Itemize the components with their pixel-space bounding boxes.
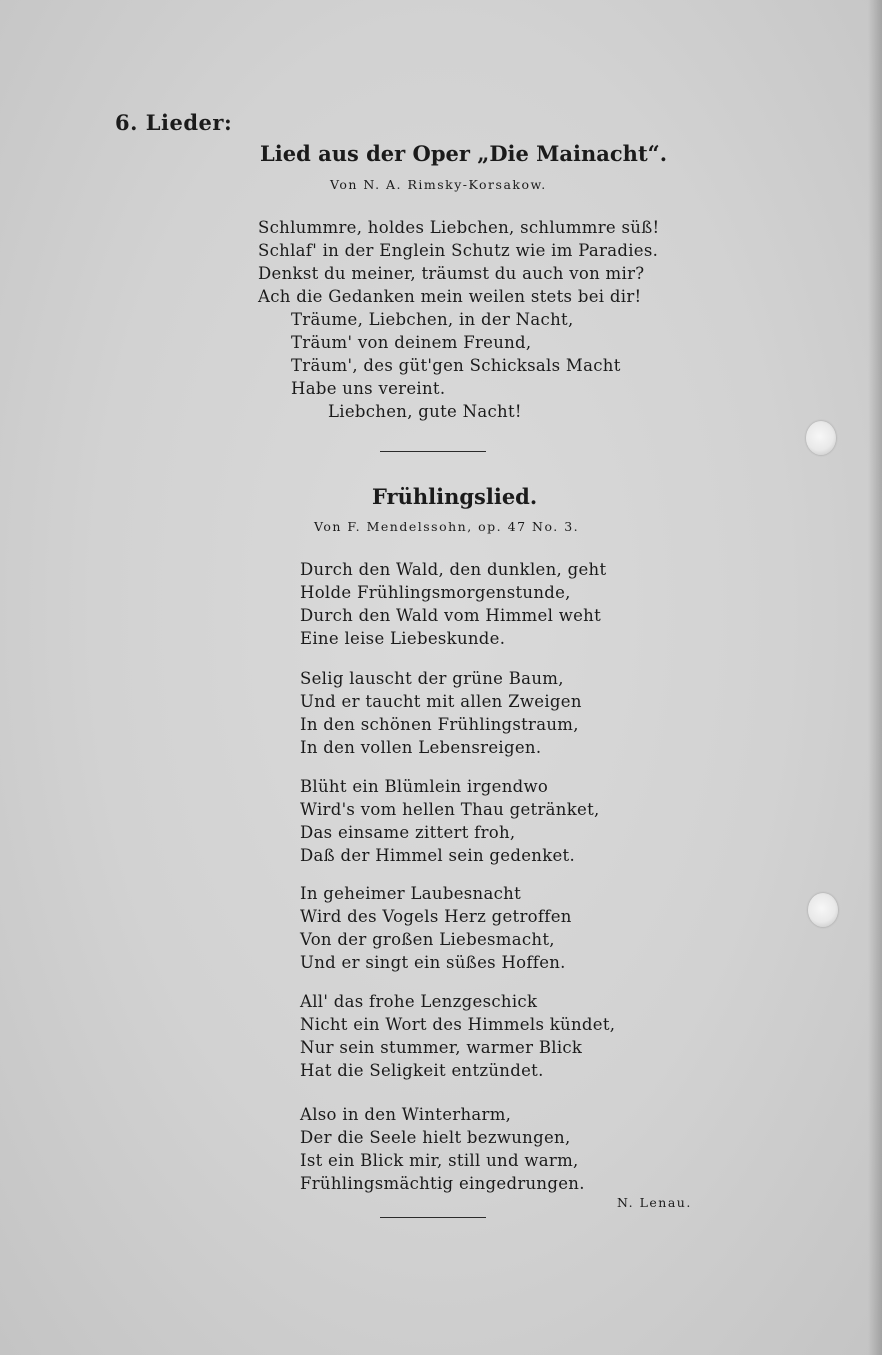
stanza <box>300 1103 585 1195</box>
verse-line: Ach die Gedanken mein weilen stets bei dir! <box>258 287 642 306</box>
verse-line: All' das frohe Lenzgeschick <box>300 992 538 1011</box>
poem-author: N. Lenau. <box>617 1195 692 1210</box>
verse-line: Blüht ein Blümlein irgendwo <box>300 777 549 796</box>
verse-line: Das einsame zittert froh, <box>300 823 516 842</box>
verse-line: Hat die Seligkeit entzündet. <box>300 1061 544 1080</box>
verse-line: Ist ein Blick mir, still und warm, <box>300 1151 579 1170</box>
verse-line: Träum', des güt'gen Schicksals Macht <box>291 356 621 375</box>
stanza <box>300 990 615 1082</box>
song1-verse <box>258 216 659 423</box>
verse-line: Liebchen, gute Nacht! <box>328 402 522 421</box>
punch-hole-top <box>806 421 836 455</box>
verse-line: Nicht ein Wort des Himmels kündet, <box>300 1015 616 1034</box>
verse-line: In den schönen Frühlingstraum, <box>300 715 579 734</box>
stanza <box>300 775 600 867</box>
verse-line: Der die Seele hielt bezwungen, <box>300 1128 571 1147</box>
verse-line: Durch den Wald vom Himmel weht <box>300 606 602 625</box>
stanza <box>300 558 606 650</box>
composer-credit: Von F. Mendelssohn, op. 47 No. 3. <box>314 519 580 534</box>
section-label: 6. Lieder: <box>115 110 233 135</box>
verse-line: Holde Frühlingsmorgenstunde, <box>300 583 571 602</box>
punch-hole-bottom <box>808 893 838 927</box>
stanza <box>300 882 572 974</box>
verse-line: In den vollen Lebensreigen. <box>300 738 542 757</box>
verse-line: Nur sein stummer, warmer Blick <box>300 1038 583 1057</box>
verse-line: Frühlingsmächtig eingedrungen. <box>300 1174 585 1193</box>
verse-line: Selig lauscht der grüne Baum, <box>300 669 564 688</box>
section-divider <box>380 1217 486 1218</box>
stanza <box>300 667 582 759</box>
verse-line: Träum' von deinem Freund, <box>291 333 532 352</box>
section-divider <box>380 451 486 452</box>
verse-line: Wird des Vogels Herz getroffen <box>300 907 572 926</box>
verse-line: Habe uns vereint. <box>291 379 446 398</box>
verse-line: Durch den Wald, den dunklen, geht <box>300 560 607 579</box>
verse-line: Eine leise Liebeskunde. <box>300 629 506 648</box>
verse-line: Von der großen Liebesmacht, <box>300 930 555 949</box>
verse-line: Und er singt ein süßes Hoffen. <box>300 953 566 972</box>
song-title: Frühlingslied. <box>372 484 538 509</box>
song-title: Lied aus der Oper „Die Mainacht“. <box>260 141 668 166</box>
verse-line: Und er taucht mit allen Zweigen <box>300 692 582 711</box>
verse-line: Schlummre, holdes Liebchen, schlummre süß! <box>258 218 660 237</box>
verse-line: Also in den Winterharm, <box>300 1105 512 1124</box>
verse-line: Wird's vom hellen Thau getränket, <box>300 800 600 819</box>
composer-credit: Von N. A. Rimsky-Korsakow. <box>330 177 547 192</box>
verse-line: Daß der Himmel sein gedenket. <box>300 846 576 865</box>
verse-line: Träume, Liebchen, in der Nacht, <box>291 310 574 329</box>
verse-line: Schlaf' in der Englein Schutz wie im Paradies. <box>258 241 659 260</box>
verse-line: In geheimer Laubesnacht <box>300 884 522 903</box>
verse-line: Denkst du meiner, träumst du auch von mir? <box>258 264 645 283</box>
page-edge-shadow <box>868 0 882 1355</box>
